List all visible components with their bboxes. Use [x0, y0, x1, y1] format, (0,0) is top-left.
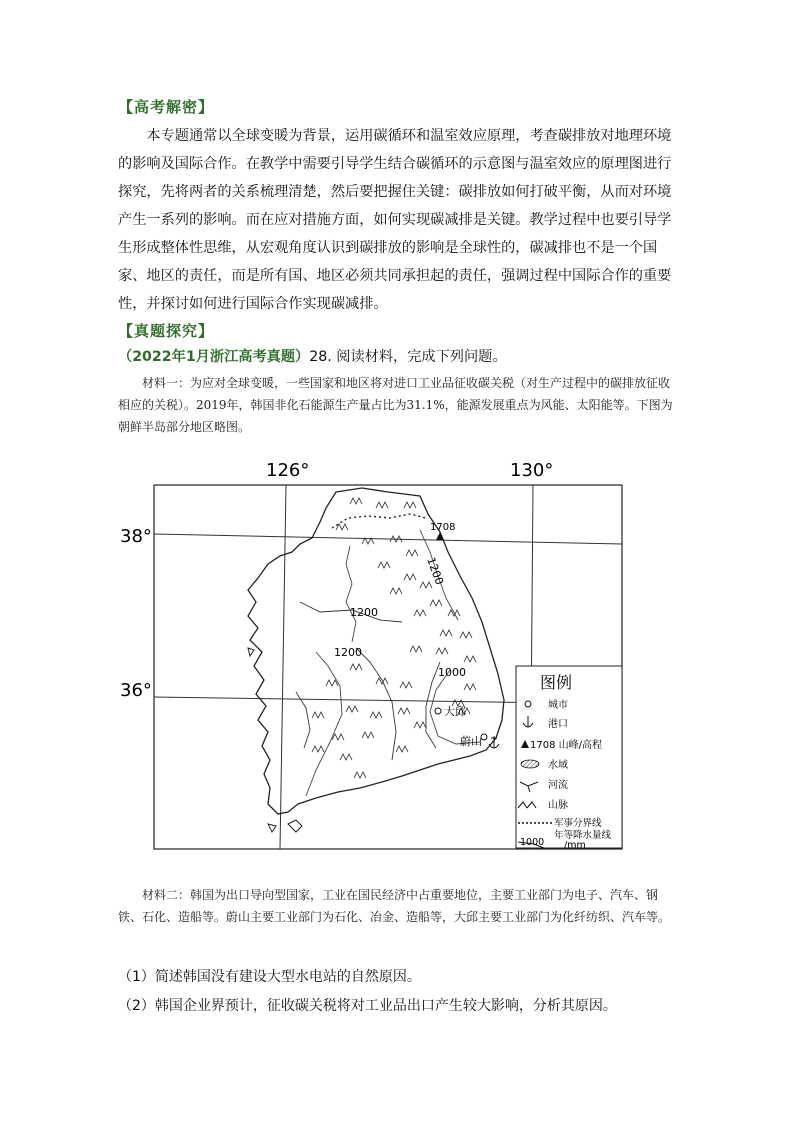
question-intro: 28. 阅读材料，完成下列问题。	[309, 349, 507, 365]
legend-label-isohyet: 年等降水量线	[554, 830, 612, 841]
material-one-text: 材料一：为应对全球变暖，一些国家和地区将对进口工业品征收碳关税（对生产过程中的碳排放征收相应的关税）。2019年，韩国非化石能源生产量占比为31.1%，能源发展重点为风能、太阳能等。下图为朝鲜半岛部分地区略图。	[118, 376, 673, 434]
city-daegu-label: 大邱	[444, 705, 466, 718]
legend-unit: /mm	[564, 840, 586, 851]
material-two-text: 材料二：韩国为出口导向型国家，工业在国民经济中占重要地位，主要工业部门为电子、汽车、钢铁、石化、造船等。蔚山主要工业部门为石化、冶金、造船等，大邱主要工业部门为化纤纺织、汽车等。	[118, 888, 671, 924]
material-one	[118, 372, 678, 438]
section-heading-exam-analysis: 【高考解密】	[118, 98, 215, 116]
question-2: （2）韩国企业界预计，征收碳关税将对工业品出口产生较大影响，分析其原因。	[118, 998, 617, 1014]
legend-title: 图例	[540, 673, 573, 692]
city-daegu-icon	[435, 708, 441, 714]
legend-label-city: 城市	[548, 700, 568, 711]
question-line	[118, 346, 507, 366]
isohyet-label: 1200	[334, 646, 362, 659]
lon-label-130: 130°	[510, 460, 554, 481]
korea-peninsula-map	[120, 452, 640, 852]
legend-isohyet-sample: 1000	[520, 837, 545, 848]
isohyet-label: 1200	[424, 555, 446, 587]
water-icon	[521, 760, 539, 768]
lat-label-38: 38°	[120, 526, 152, 547]
map-legend	[516, 666, 622, 851]
isohyet-label: 1200	[350, 606, 378, 619]
exam-analysis-paragraph	[118, 122, 678, 318]
lat-label-36: 36°	[120, 680, 152, 701]
section-heading-real-questions: 【真题探究】	[118, 322, 215, 340]
question-source: （2022年1月浙江高考真题）	[118, 349, 310, 365]
legend-label-peak: 1708 山峰/高程	[530, 740, 602, 751]
legend-label-water: 水域	[548, 760, 568, 771]
material-two	[118, 884, 678, 928]
legend-label-river: 河流	[548, 780, 568, 791]
legend-label-military-line: 军事分界线	[554, 818, 602, 829]
lon-label-126: 126°	[266, 460, 310, 481]
peak-label: 1708	[430, 522, 456, 533]
question-1: （1）简述韩国没有建设大型水电站的自然原因。	[118, 969, 421, 985]
isohyet-label: 1000	[438, 666, 466, 679]
city-icon	[525, 701, 531, 707]
legend-label-mountain: 山脉	[548, 800, 568, 811]
city-ulsan-label: 蔚山	[460, 735, 482, 748]
legend-label-port: 港口	[548, 719, 568, 730]
exam-analysis-text: 本专题通常以全球变暖为背景，运用碳循环和温室效应原理，考查碳排放对地理环境的影响及国际合作。在教学中需要引导学生结合碳循环的示意图与温室效应的原理图进行探究，先将两者的关系梳理清楚，然后要把握住关键：碳排放如何打破平衡，从而对环境产生一系列的影响。而在应对措施方面，如何实现碳减排是关键。教学过程中也要引导学生形成整体性思维，从宏观角度认识到碳排放的影响是全球性的，碳减排也不是一个国家、地区的责任，而是所有国、地区必须共同承担起的责任，强调过程中国际合作的重要性，并探讨如何进行国际合作实现碳减排。	[118, 128, 672, 312]
